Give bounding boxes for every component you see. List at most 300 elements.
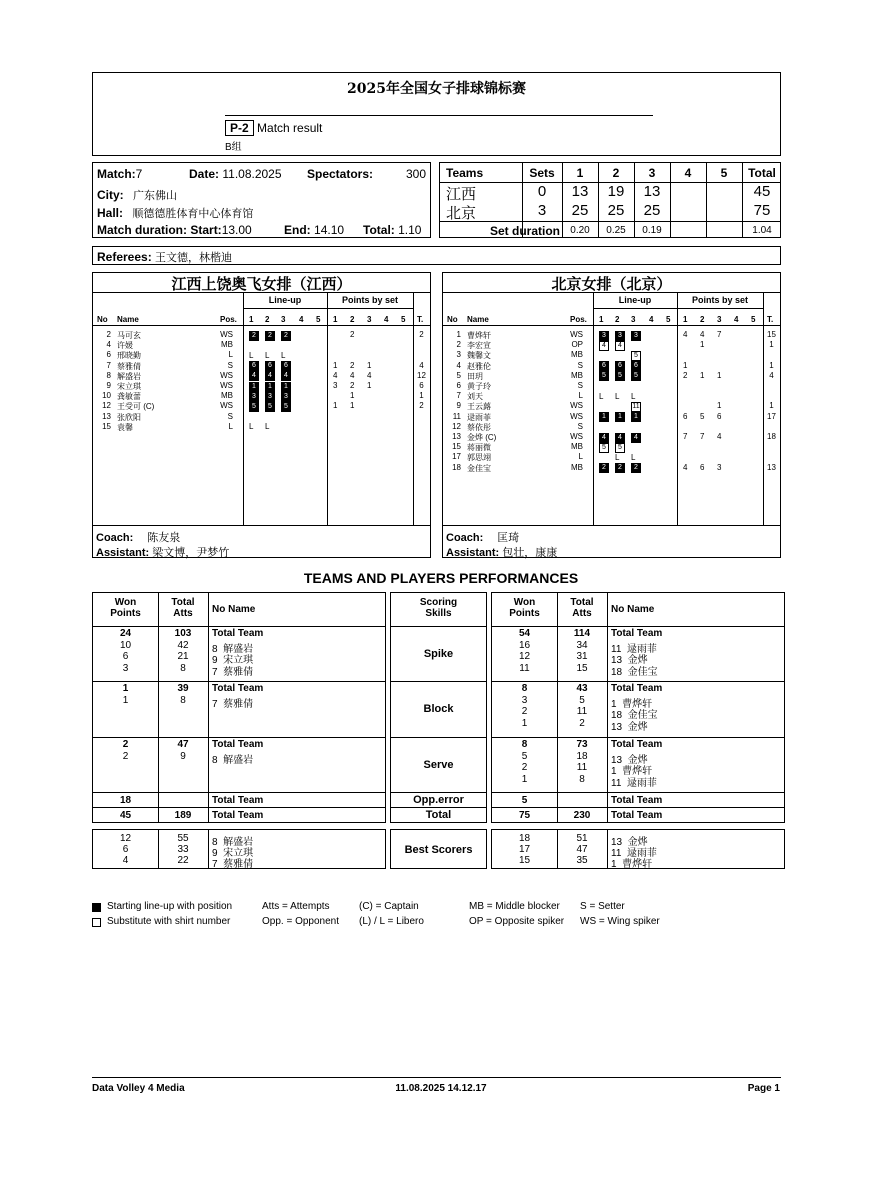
points-cell: 1 bbox=[350, 391, 355, 401]
points-cell: 1 bbox=[700, 370, 705, 380]
player-position: WS bbox=[220, 370, 233, 380]
team-b-h-no: No bbox=[447, 315, 458, 324]
team-a-name: 江西 bbox=[446, 186, 477, 203]
perf-team-a-box bbox=[92, 592, 386, 823]
lineup-cell: 5 bbox=[265, 402, 275, 412]
legend bbox=[92, 901, 752, 933]
team-b-h-name: Name bbox=[467, 315, 489, 324]
referees-box bbox=[92, 246, 781, 265]
perf-player: Total Team bbox=[611, 739, 663, 750]
player-name: 蔡依彤 bbox=[467, 422, 491, 432]
perf-won: 2 bbox=[122, 750, 129, 762]
best-won: 18 bbox=[518, 833, 531, 844]
player-position: L bbox=[228, 421, 233, 431]
perf-atts: 34 bbox=[576, 639, 588, 651]
best-player: 8 解盛岩 bbox=[212, 837, 254, 848]
perf-player: 13 金烨 bbox=[611, 754, 648, 766]
team-a-h-total: T. bbox=[417, 315, 424, 324]
player-name: 马可玄 bbox=[117, 331, 141, 340]
player-number: 2 bbox=[106, 330, 111, 339]
player-total: 1 bbox=[419, 391, 424, 401]
player-total: 17 bbox=[767, 411, 776, 421]
perf-row-divider bbox=[93, 681, 385, 682]
lineup-cell: L bbox=[631, 391, 636, 401]
player-number: 6 bbox=[106, 350, 111, 360]
filled-square-icon bbox=[92, 903, 101, 912]
perf-player: 9 宋立琪 bbox=[212, 655, 254, 666]
perf-atts: 8 bbox=[180, 662, 186, 674]
player-name: 邢晓勤 bbox=[117, 351, 141, 361]
skill-label: Spike bbox=[423, 647, 454, 660]
team-b-h-total: T. bbox=[767, 315, 774, 324]
player-total: 13 bbox=[767, 462, 776, 472]
points-cell: 4 bbox=[333, 370, 338, 380]
player-total: 6 bbox=[419, 381, 424, 390]
perf-atts: 5 bbox=[579, 694, 585, 706]
perf-won: 1 bbox=[521, 717, 528, 729]
player-number: 13 bbox=[452, 432, 461, 441]
match-label: Match: bbox=[97, 167, 136, 181]
player-position: S bbox=[227, 360, 233, 370]
points-cell: 1 bbox=[683, 360, 688, 370]
lineup-cell: 1 bbox=[265, 382, 275, 392]
points-cell: 4 bbox=[717, 432, 722, 441]
player-number: 9 bbox=[106, 381, 111, 390]
team-a-h-l4: 4 bbox=[299, 315, 304, 324]
points-cell: 3 bbox=[333, 381, 338, 390]
legend-libero: (L) / L = Libero bbox=[359, 916, 424, 927]
match-info-box bbox=[92, 162, 431, 238]
perf-row-divider bbox=[391, 737, 486, 738]
lineup-cell: 4 bbox=[281, 371, 291, 381]
perf-skills-box bbox=[390, 592, 487, 823]
perf-header-won: Won Points bbox=[110, 597, 141, 619]
lineup-cell: 3 bbox=[599, 331, 609, 341]
player-name: 龚敏蕾 bbox=[117, 392, 141, 402]
team-b-set1: 25 bbox=[571, 202, 589, 219]
perf-header-atts: Total Atts bbox=[570, 597, 594, 619]
team-b-h-l1: 1 bbox=[599, 315, 604, 324]
perf-atts: 11 bbox=[576, 762, 588, 773]
perf-row-divider bbox=[391, 681, 486, 682]
best-won: 17 bbox=[518, 844, 531, 855]
player-number: 17 bbox=[452, 452, 461, 462]
city-label: City: bbox=[97, 188, 124, 202]
player-position: WS bbox=[220, 330, 233, 339]
spectators-value: 300 bbox=[405, 167, 426, 181]
perf-header-noname: No Name bbox=[611, 604, 655, 615]
team-b-points-header: Points by set bbox=[691, 295, 748, 305]
perf-row-divider bbox=[492, 681, 784, 682]
perf-player: 8 解盛岩 bbox=[212, 643, 254, 655]
team-a-h-l5: 5 bbox=[316, 315, 321, 324]
player-total: 12 bbox=[417, 370, 426, 380]
team-b-assistant bbox=[446, 544, 557, 560]
lineup-cell: 5 bbox=[281, 402, 291, 412]
player-name: 魏馨文 bbox=[467, 351, 491, 361]
player-position: MB bbox=[571, 350, 583, 360]
player-number: 7 bbox=[456, 391, 461, 401]
team-b-h-l2: 2 bbox=[615, 315, 620, 324]
lineup-cell: 5 bbox=[599, 371, 609, 381]
perf-atts: 8 bbox=[180, 694, 186, 706]
perf-won: 12 bbox=[518, 651, 531, 662]
set2-duration: 0.25 bbox=[606, 225, 626, 236]
perf-col-divider bbox=[208, 593, 209, 822]
lineup-cell: 6 bbox=[265, 361, 275, 371]
points-cell: 6 bbox=[700, 462, 705, 472]
perf-col-divider bbox=[607, 830, 608, 868]
player-name: 黄子玲 bbox=[467, 382, 491, 391]
player-number: 8 bbox=[106, 370, 111, 380]
total-label: Total: bbox=[363, 223, 395, 237]
report-name: Match result bbox=[257, 121, 323, 135]
player-position: WS bbox=[570, 411, 583, 421]
player-position: WS bbox=[570, 401, 583, 411]
lineup-cell: 4 bbox=[599, 341, 609, 351]
lineup-cell: 3 bbox=[631, 331, 641, 341]
duration-label: Match duration: bbox=[97, 223, 187, 237]
player-number: 12 bbox=[102, 401, 111, 411]
lineup-cell: 1 bbox=[631, 412, 641, 422]
points-cell: 4 bbox=[683, 330, 688, 339]
lineup-cell: 6 bbox=[281, 361, 291, 371]
total-atts: 230 bbox=[573, 810, 591, 821]
legend-atts: Atts = Attempts bbox=[262, 901, 330, 912]
team-a-lineup-header: Line-up bbox=[268, 295, 302, 305]
lineup-cell: 4 bbox=[615, 433, 625, 443]
player-number: 5 bbox=[456, 370, 461, 380]
total-time bbox=[363, 223, 421, 237]
best-team-a-box bbox=[92, 829, 386, 869]
points-cell: 1 bbox=[350, 401, 355, 411]
player-position: S bbox=[227, 411, 233, 421]
perf-atts: 39 bbox=[177, 683, 189, 694]
set4-header: 4 bbox=[684, 166, 692, 180]
player-name: 逯雨菲 bbox=[467, 412, 491, 422]
perf-won: 8 bbox=[521, 739, 528, 750]
perf-atts: 18 bbox=[576, 750, 588, 762]
perf-player: 7 蔡雅倩 bbox=[212, 698, 254, 710]
team-b-coach-name: 匡琦 bbox=[497, 532, 520, 544]
team-b-lineup-header: Line-up bbox=[618, 295, 652, 305]
sets-header: Sets bbox=[529, 166, 555, 180]
date-value: 11.08.2025 bbox=[222, 167, 282, 181]
player-number: 9 bbox=[456, 401, 461, 411]
perf-atts: 31 bbox=[576, 651, 588, 662]
perf-won: 3 bbox=[521, 694, 528, 706]
player-number: 1 bbox=[456, 330, 461, 339]
points-cell: 1 bbox=[700, 340, 705, 350]
points-cell: 1 bbox=[367, 360, 372, 370]
footer-left: Data Volley 4 Media bbox=[92, 1083, 185, 1094]
lineup-cell: 4 bbox=[599, 433, 609, 443]
team-b-h-l5: 5 bbox=[666, 315, 671, 324]
player-total: 1 bbox=[769, 401, 774, 411]
lineup-cell: 3 bbox=[615, 331, 625, 341]
footer-date: 11.08.2025 14.12.17 bbox=[395, 1083, 487, 1094]
perf-player: 1 曹烨轩 bbox=[611, 698, 653, 710]
legend-captain: (C) = Captain bbox=[359, 901, 419, 912]
set3-header: 3 bbox=[648, 166, 656, 180]
team-a-h-no: No bbox=[97, 315, 108, 324]
total-duration: 1.04 bbox=[752, 225, 772, 236]
legend-starting: Starting line-up with position bbox=[107, 901, 233, 912]
player-total: 4 bbox=[769, 370, 774, 380]
team-b-assistant-names: 包壮，康康 bbox=[502, 547, 558, 559]
perf-won: 2 bbox=[521, 706, 528, 717]
player-number: 7 bbox=[106, 360, 111, 370]
title-rule bbox=[225, 115, 653, 116]
lineup-cell: L bbox=[281, 350, 286, 360]
legend-substitute: Substitute with shirt number bbox=[107, 916, 231, 927]
perf-row-divider bbox=[391, 807, 486, 808]
legend-ws: WS = Wing spiker bbox=[580, 916, 660, 927]
lineup-cell: 2 bbox=[265, 331, 275, 341]
player-total: 4 bbox=[419, 360, 424, 370]
perf-player: 8 解盛岩 bbox=[212, 754, 254, 766]
perf-atts: 73 bbox=[576, 739, 588, 750]
player-name: 王云蕗 bbox=[467, 402, 491, 412]
team-b-assistant-labels: Assistant: bbox=[446, 547, 500, 559]
set5-header: 5 bbox=[720, 166, 728, 180]
lineup-cell: 11 bbox=[632, 402, 640, 410]
lineup-cell: 6 bbox=[631, 361, 641, 371]
perf-atts: 15 bbox=[576, 662, 588, 674]
set-duration-label: Set duration bbox=[489, 224, 560, 238]
player-name: 袁馨 bbox=[117, 422, 133, 432]
player-name: 田玥 bbox=[467, 371, 483, 381]
perf-atts: 114 bbox=[573, 628, 591, 639]
city bbox=[97, 187, 177, 203]
perf-player: Total Team bbox=[611, 628, 663, 639]
perf-atts: 43 bbox=[576, 683, 588, 694]
end-label: End: bbox=[284, 223, 311, 237]
total-name: Total Team bbox=[212, 810, 264, 821]
lineup-cell: 2 bbox=[249, 331, 259, 341]
lineup-cell: 2 bbox=[631, 463, 641, 473]
perf-player: 7 蔡雅倩 bbox=[212, 666, 254, 678]
best-atts: 22 bbox=[177, 855, 189, 866]
player-total: 15 bbox=[767, 330, 776, 339]
points-cell: 7 bbox=[700, 432, 705, 441]
player-total: 18 bbox=[767, 432, 776, 441]
perf-player: 13 金烨 bbox=[611, 655, 648, 666]
team-a-h-p3: 3 bbox=[367, 315, 372, 324]
city-value: 广东佛山 bbox=[133, 190, 178, 202]
perf-atts: 8 bbox=[579, 773, 585, 785]
opp-error-won: 5 bbox=[521, 795, 528, 806]
lineup-cell: L bbox=[615, 452, 620, 462]
skill-label: Block bbox=[423, 703, 454, 715]
lineup-cell: 2 bbox=[599, 463, 609, 473]
report-code: P-2 bbox=[225, 120, 254, 136]
perf-header-atts: Total Atts bbox=[171, 597, 195, 619]
team-b-set3: 25 bbox=[643, 202, 661, 219]
perf-atts: 103 bbox=[174, 628, 192, 639]
player-total: 2 bbox=[419, 401, 424, 411]
player-name: 蔡雅倩 bbox=[117, 361, 141, 371]
lineup-cell: 5 bbox=[615, 443, 625, 453]
team-b-sets: 3 bbox=[537, 202, 547, 219]
perf-team-b-box bbox=[491, 592, 785, 823]
player-name: 刘天 bbox=[467, 392, 483, 402]
best-player: 9 宋立琪 bbox=[212, 848, 254, 859]
teams-header: Teams bbox=[446, 166, 484, 180]
total-atts: 189 bbox=[174, 810, 192, 821]
lineup-cell: 2 bbox=[615, 463, 625, 473]
team-b-coach-label: Coach: bbox=[446, 532, 484, 544]
team-a-h-pos: Pos. bbox=[220, 315, 237, 324]
hall bbox=[97, 205, 253, 221]
legend-mb: MB = Middle blocker bbox=[469, 901, 560, 912]
perf-player: Total Team bbox=[212, 739, 264, 750]
best-scorers-label: Best Scorers bbox=[404, 844, 473, 856]
team-a-assistant bbox=[96, 544, 229, 560]
perf-row-divider bbox=[492, 626, 784, 627]
opp-error-won: 18 bbox=[119, 795, 132, 806]
points-cell: 3 bbox=[717, 462, 722, 472]
header-box bbox=[92, 72, 781, 156]
team-a-title: 江西上饶奥飞女排（江西） bbox=[171, 275, 352, 293]
perf-atts: 21 bbox=[177, 651, 189, 662]
player-name: 金佳宝 bbox=[467, 463, 491, 473]
perf-row-divider bbox=[492, 807, 784, 808]
player-number: 4 bbox=[106, 340, 111, 350]
team-b-h-l4: 4 bbox=[649, 315, 654, 324]
points-cell: 1 bbox=[717, 401, 722, 411]
points-cell: 4 bbox=[350, 370, 355, 380]
lineup-cell: 5 bbox=[599, 443, 609, 453]
lineup-cell: L bbox=[265, 350, 270, 360]
points-cell: 7 bbox=[717, 330, 722, 339]
perf-row-divider bbox=[93, 737, 385, 738]
lineup-cell: L bbox=[265, 422, 270, 432]
points-cell: 2 bbox=[350, 381, 355, 390]
points-cell: 1 bbox=[333, 360, 338, 370]
lineup-cell: 4 bbox=[615, 341, 625, 351]
team-b-name: 北京 bbox=[446, 205, 477, 222]
best-team-b-box bbox=[491, 829, 785, 869]
perf-player: 11 逯雨菲 bbox=[611, 777, 657, 789]
points-cell: 6 bbox=[717, 411, 722, 421]
team-b-set2: 25 bbox=[607, 202, 625, 219]
player-number: 15 bbox=[102, 421, 111, 431]
team-a-coach-label: Coach: bbox=[96, 532, 134, 544]
perf-atts: 9 bbox=[180, 750, 186, 762]
player-name: 许媛 bbox=[117, 341, 133, 351]
lineup-cell: 5 bbox=[631, 371, 641, 381]
team-a-h-l2: 2 bbox=[265, 315, 270, 324]
best-atts: 33 bbox=[177, 844, 189, 855]
lineup-cell: 4 bbox=[631, 433, 641, 443]
lineup-cell: L bbox=[631, 452, 636, 462]
perf-won: 11 bbox=[519, 662, 530, 674]
team-a-assistant-names: 梁文博，尹梦竹 bbox=[152, 547, 230, 559]
player-name: 赵雅伦 bbox=[467, 361, 491, 371]
referees-names: 王文德，林楷迪 bbox=[155, 252, 233, 264]
legend-s: S = Setter bbox=[580, 901, 625, 912]
best-scorers-box bbox=[390, 829, 487, 869]
player-name: 金烨 (C) bbox=[467, 433, 497, 442]
points-cell: 2 bbox=[350, 360, 355, 370]
perf-atts: 47 bbox=[177, 739, 189, 750]
perf-row-divider bbox=[492, 737, 784, 738]
lineup-cell: 1 bbox=[615, 412, 625, 422]
perf-won: 5 bbox=[521, 750, 528, 762]
perf-won: 8 bbox=[521, 683, 528, 694]
perf-player: 18 金佳宝 bbox=[611, 666, 658, 678]
team-a-points-header: Points by set bbox=[341, 295, 398, 305]
hall-label: Hall: bbox=[97, 206, 124, 220]
perf-won: 6 bbox=[122, 651, 129, 662]
lineup-cell: 1 bbox=[599, 412, 609, 422]
player-position: WS bbox=[570, 432, 583, 441]
perf-won: 2 bbox=[122, 739, 129, 750]
total-won: 45 bbox=[119, 810, 132, 821]
perf-won: 24 bbox=[119, 628, 132, 639]
empty-square-icon bbox=[92, 918, 101, 927]
player-number: 11 bbox=[452, 411, 461, 421]
legend-op: OP = Opposite spiker bbox=[469, 916, 565, 927]
player-position: L bbox=[578, 452, 583, 462]
referees-label: Referees: bbox=[97, 250, 152, 264]
best-player: 7 蔡雅倩 bbox=[212, 859, 254, 870]
points-cell: 4 bbox=[700, 330, 705, 339]
player-total: 1 bbox=[769, 340, 774, 350]
total-value: 1.10 bbox=[398, 223, 422, 237]
player-position: OP bbox=[571, 340, 583, 350]
player-position: MB bbox=[571, 370, 583, 380]
team-b-box bbox=[442, 272, 781, 558]
page-title: 2025年全国女子排球锦标赛 bbox=[347, 81, 526, 97]
perf-row-divider bbox=[93, 792, 385, 793]
opp-error-name: Total Team bbox=[212, 795, 264, 806]
best-atts: 55 bbox=[177, 833, 189, 844]
lineup-cell: 6 bbox=[249, 361, 259, 371]
player-position: MB bbox=[221, 340, 233, 350]
team-a-set3: 13 bbox=[643, 183, 661, 200]
team-a-h-l1: 1 bbox=[249, 315, 254, 324]
legend-opp: Opp. = Opponent bbox=[262, 916, 340, 927]
team-b-h-p1: 1 bbox=[683, 315, 688, 324]
lineup-cell: 6 bbox=[599, 361, 609, 371]
perf-atts: 11 bbox=[576, 706, 588, 717]
player-number: 3 bbox=[456, 350, 461, 360]
player-position: S bbox=[577, 421, 583, 431]
player-total: 1 bbox=[769, 360, 774, 370]
perf-header-skills: Scoring Skills bbox=[419, 597, 458, 619]
team-b-h-pos: Pos. bbox=[570, 315, 587, 324]
player-number: 6 bbox=[456, 381, 461, 390]
player-number: 13 bbox=[102, 411, 111, 421]
spectators bbox=[307, 167, 373, 181]
lineup-cell: L bbox=[249, 422, 254, 432]
perf-player: Total Team bbox=[212, 683, 264, 694]
match-no bbox=[97, 167, 142, 181]
perf-player: 13 金烨 bbox=[611, 721, 648, 733]
best-won: 15 bbox=[518, 855, 531, 866]
player-name: 李宏宣 bbox=[467, 341, 491, 351]
perf-row-divider bbox=[391, 626, 486, 627]
team-b-h-p2: 2 bbox=[700, 315, 705, 324]
lineup-cell: 1 bbox=[281, 382, 291, 392]
set2-header: 2 bbox=[612, 166, 620, 180]
points-cell: 2 bbox=[683, 370, 688, 380]
match-value: 7 bbox=[135, 167, 143, 181]
best-atts: 35 bbox=[576, 855, 588, 866]
perf-player: Total Team bbox=[611, 683, 663, 694]
